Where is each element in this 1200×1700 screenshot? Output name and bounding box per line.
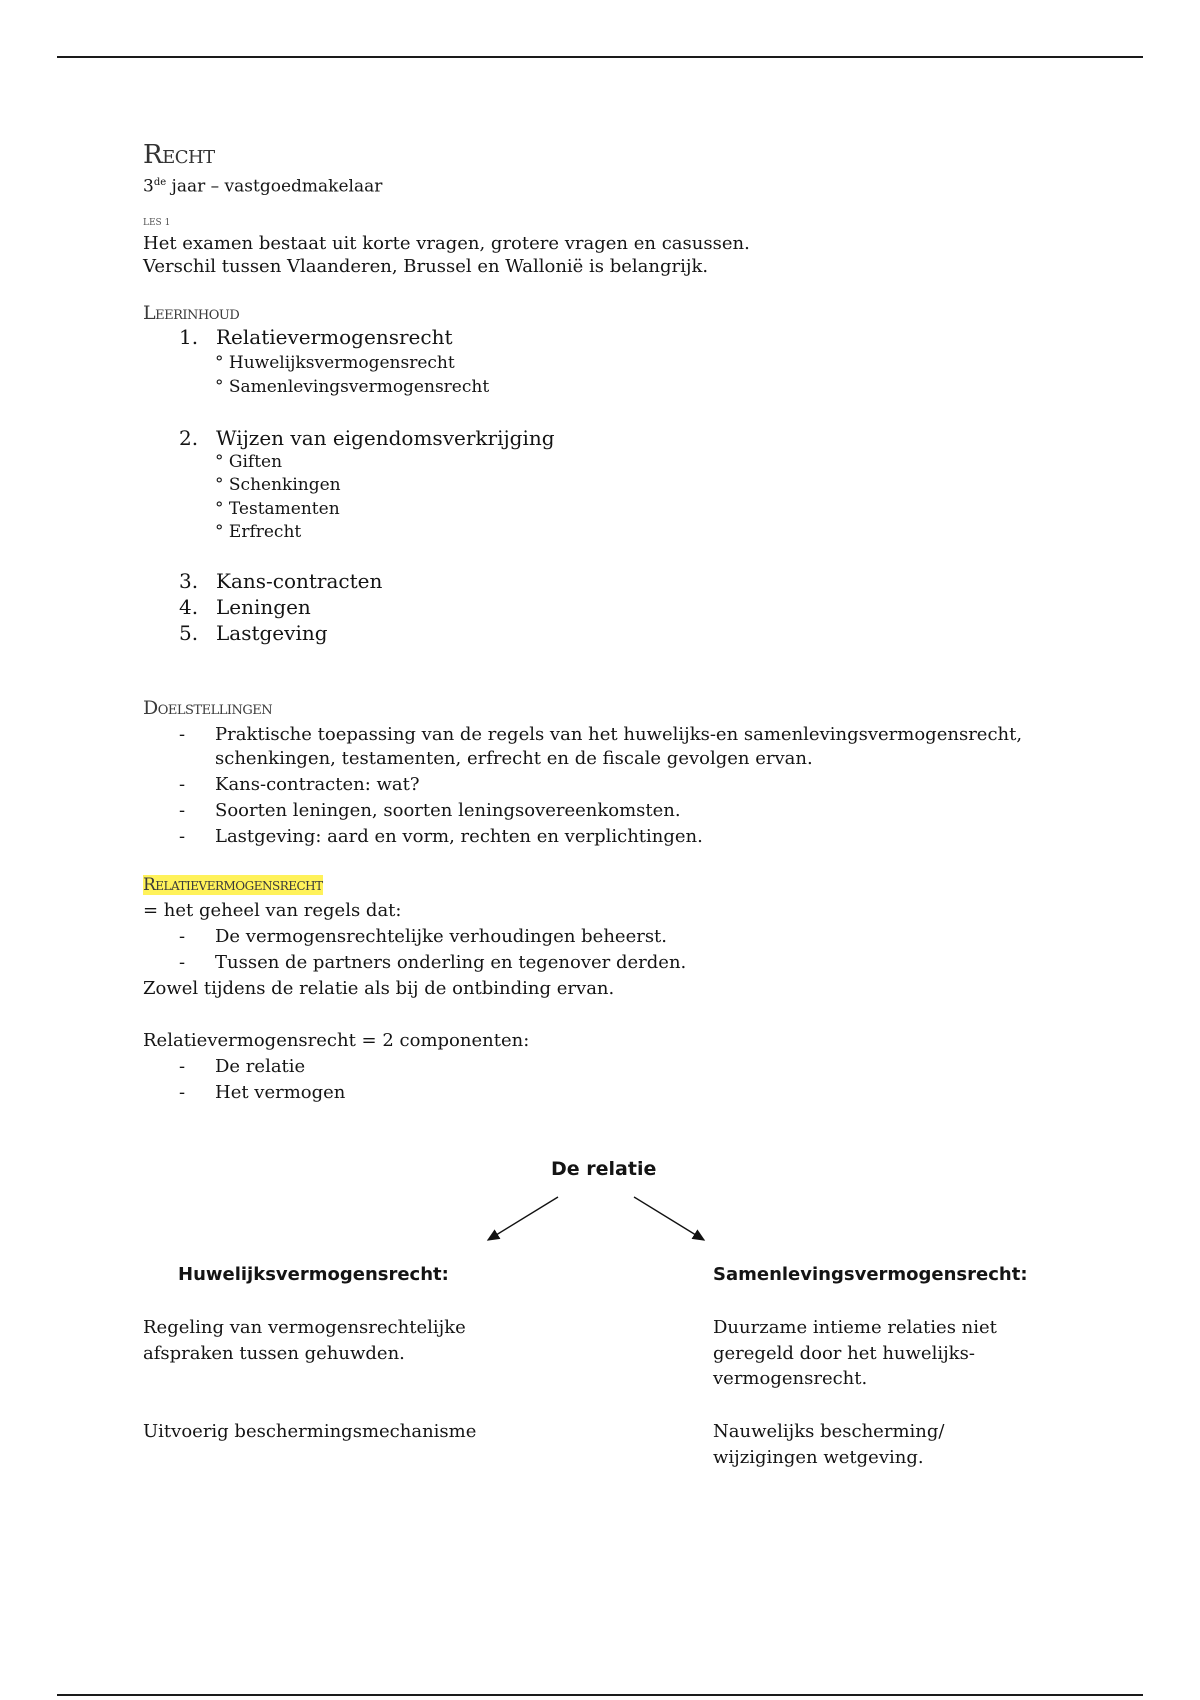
doelstellingen-heading: Doelstellingen [143, 697, 273, 719]
page-title: Recht [143, 140, 215, 170]
doelstelling-item [143, 773, 420, 796]
diagram-left-text: afspraken tussen gehuwden. [143, 1343, 405, 1364]
dash-bullet: - [179, 800, 186, 821]
subtitle-sup: de [153, 177, 167, 188]
item-text: Tussen de partners onderling en tegenover derden. [215, 952, 687, 973]
subtitle-prefix: 3 [143, 176, 154, 197]
diagram-right-title: Samenlevingsvermogensrecht: [713, 1264, 1028, 1285]
diagram-right-text: geregeld door het huwelijks- [713, 1343, 975, 1364]
les-line-2: Verschil tussen Vlaanderen, Brussel en Wallonië is belangrijk. [143, 256, 709, 277]
relatievermogensrecht-heading [143, 874, 323, 896]
item-number: 5. [179, 621, 199, 645]
diagram-left-text: Regeling van vermogensrechtelijke [143, 1317, 466, 1338]
leerinhoud-sub-item: ° Samenlevingsvermogensrecht [215, 377, 490, 397]
item-number: 4. [179, 595, 199, 619]
doelstelling-item [143, 799, 681, 822]
item-number: 2. [179, 426, 199, 450]
component-item [143, 1055, 305, 1078]
diagram-left-title: Huwelijksvermogensrecht: [178, 1264, 449, 1285]
arrow-left [488, 1197, 558, 1240]
diagram-right-text: wijzigingen wetgeving. [713, 1447, 924, 1468]
definition-intro: = het geheel van regels dat: [143, 900, 402, 921]
item-number: 3. [179, 569, 199, 593]
leerinhoud-item-5 [179, 620, 328, 646]
diagram-right-text: Duurzame intieme relaties niet [713, 1317, 997, 1338]
doelstelling-continuation: schenkingen, testamenten, erfrecht en de fiscale gevolgen ervan. [215, 748, 813, 769]
highlighted-heading: Relatievermogensrecht [143, 875, 323, 895]
item-text: De vermogensrechtelijke verhoudingen beheerst. [215, 926, 668, 947]
component-item [143, 1081, 345, 1104]
leerinhoud-heading: Leerinhoud [143, 302, 240, 324]
diagram-right-text: Nauwelijks bescherming/ [713, 1421, 945, 1442]
les-label: LES 1 [143, 218, 171, 228]
item-text: De relatie [215, 1056, 306, 1077]
leerinhoud-item-1 [179, 324, 452, 350]
diagram-right-text: vermogensrecht. [713, 1368, 868, 1389]
item-text: Kans-contracten: wat? [215, 774, 420, 795]
doelstelling-item [143, 825, 703, 848]
les-line-1: Het examen bestaat uit korte vragen, grotere vragen en casussen. [143, 233, 750, 254]
item-text: Praktische toepassing van de regels van het huwelijks-en samenlevingsvermogensrecht, [215, 724, 1023, 745]
leerinhoud-item-4 [179, 594, 311, 620]
subtitle-rest: jaar – vastgoedmakelaar [166, 176, 383, 197]
diagram-arrows [470, 1190, 720, 1250]
item-text: Soorten leningen, soorten leningsovereenkomsten. [215, 800, 681, 821]
definition-bullet [143, 951, 686, 974]
leerinhoud-sub-item: ° Testamenten [215, 499, 340, 519]
item-label: Wijzen van eigendomsverkrijging [216, 426, 555, 450]
leerinhoud-sub-item: ° Huwelijksvermogensrecht [215, 353, 455, 373]
dash-bullet: - [179, 1056, 186, 1077]
item-label: Kans-contracten [216, 569, 383, 593]
definition-after: Zowel tijdens de relatie als bij de ontbinding ervan. [143, 978, 615, 999]
bottom-rule [57, 1694, 1143, 1696]
item-label: Relatievermogensrecht [216, 325, 453, 349]
dash-bullet: - [179, 724, 186, 745]
top-rule [57, 56, 1143, 58]
item-text: Het vermogen [215, 1082, 346, 1103]
doelstelling-item [143, 723, 1022, 746]
dash-bullet: - [179, 826, 186, 847]
dash-bullet: - [179, 952, 186, 973]
page-subtitle [143, 172, 382, 198]
item-label: Leningen [216, 595, 311, 619]
item-label: Lastgeving [216, 621, 328, 645]
item-number: 1. [179, 325, 199, 349]
components-intro: Relatievermogensrecht = 2 componenten: [143, 1030, 530, 1051]
dash-bullet: - [179, 1082, 186, 1103]
leerinhoud-sub-item: ° Giften [215, 452, 283, 472]
arrow-right [634, 1197, 704, 1240]
leerinhoud-item-3 [179, 568, 382, 594]
leerinhoud-sub-item: ° Erfrecht [215, 522, 302, 542]
dash-bullet: - [179, 926, 186, 947]
diagram-top-label: De relatie [551, 1158, 657, 1180]
definition-bullet [143, 925, 667, 948]
leerinhoud-sub-item: ° Schenkingen [215, 475, 341, 495]
leerinhoud-item-2 [179, 425, 555, 451]
diagram-left-text: Uitvoerig beschermingsmechanisme [143, 1421, 477, 1442]
dash-bullet: - [179, 774, 186, 795]
item-text: Lastgeving: aard en vorm, rechten en verplichtingen. [215, 826, 703, 847]
